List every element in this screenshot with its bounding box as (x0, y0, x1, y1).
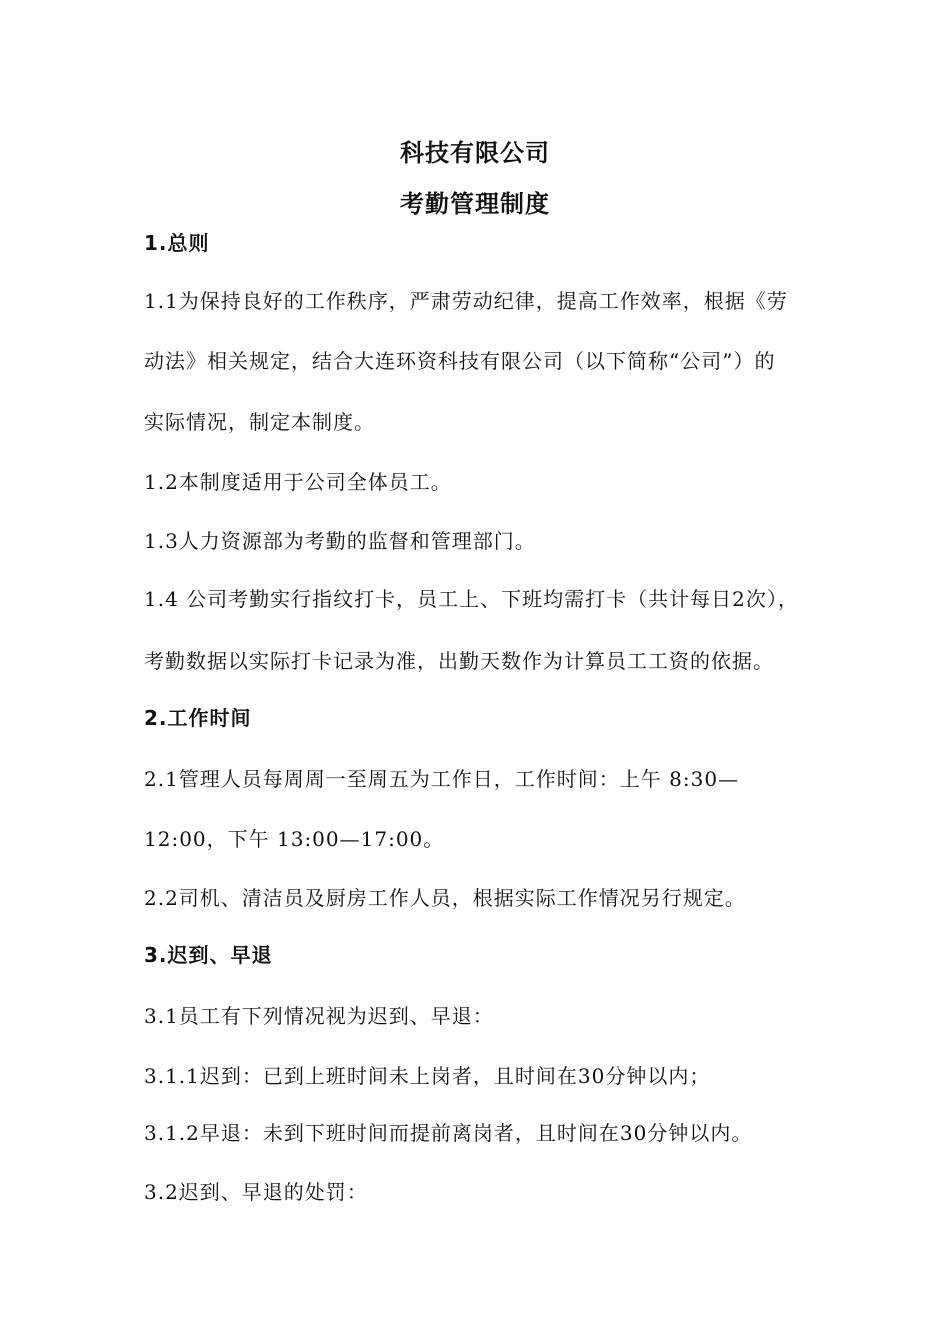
document-title: 考勤管理制度 (400, 190, 550, 218)
paragraph-3-1-1: 3.1.1迟到：已到上班时间未上岗者，且时间在30分钟以内； (144, 1064, 711, 1088)
paragraph-1-4-line-1: 1.4 公司考勤实行指纹打卡，员工上、下班均需打卡（共计每日2次）， (144, 587, 799, 611)
paragraph-3-1-2: 3.1.2早退：未到下班时间而提前离岗者，且时间在30分钟以内。 (144, 1121, 753, 1145)
section-3-heading: 3.迟到、早退 (144, 943, 273, 967)
paragraph-1-1-line-1: 1.1为保持良好的工作秩序，严肃劳动纪律，提高工作效率，根据《劳 (144, 289, 788, 313)
company-title: 科技有限公司 (400, 139, 550, 167)
section-1-heading: 1.总则 (144, 231, 210, 255)
paragraph-1-4-line-2: 考勤数据以实际打卡记录为准，出勤天数作为计算员工工资的依据。 (144, 649, 774, 673)
paragraph-2-1-line-2: 12:00，下午 13:00—17:00。 (144, 827, 445, 851)
paragraph-1-3: 1.3人力资源部为考勤的监督和管理部门。 (144, 529, 536, 553)
paragraph-1-1-line-3: 实际情况，制定本制度。 (144, 410, 375, 434)
paragraph-2-2: 2.2司机、清洁员及厨房工作人员，根据实际工作情况另行规定。 (144, 886, 746, 910)
section-2-heading: 2.工作时间 (144, 706, 252, 730)
paragraph-1-1-line-2: 动法》相关规定，结合大连环资科技有限公司（以下简称“公司”）的 (144, 349, 776, 373)
paragraph-2-1-line-1: 2.1管理人员每周周一至周五为工作日，工作时间：上午 8:30— (144, 767, 740, 791)
paragraph-3-2: 3.2迟到、早退的处罚： (144, 1180, 368, 1204)
paragraph-1-2: 1.2本制度适用于公司全体员工。 (144, 470, 452, 494)
paragraph-3-1: 3.1员工有下列情况视为迟到、早退： (144, 1004, 494, 1028)
